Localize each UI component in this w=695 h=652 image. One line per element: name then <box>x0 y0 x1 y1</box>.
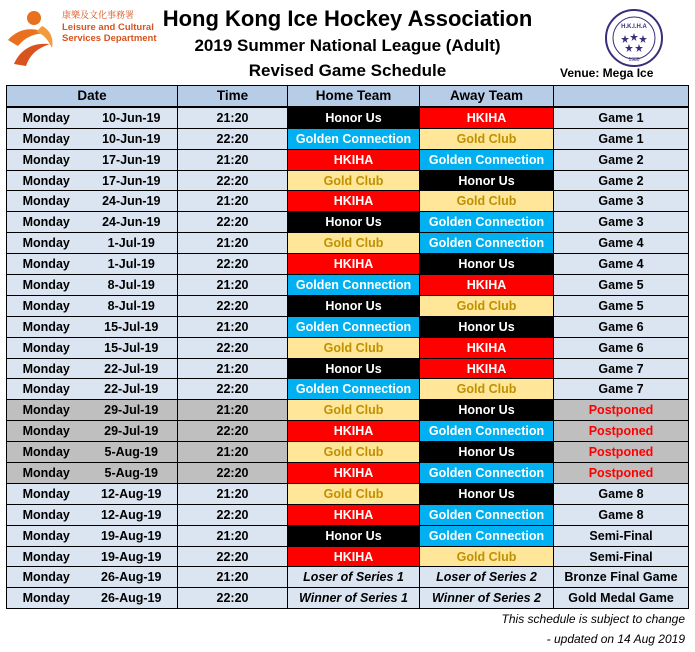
table-row <box>7 233 689 254</box>
home-team-cell: Gold Club <box>288 337 420 358</box>
table-row <box>7 170 689 191</box>
home-team-cell: HKIHA <box>288 463 420 484</box>
time-cell: 22:20 <box>178 295 288 316</box>
table-row <box>7 191 689 212</box>
away-team-cell: Loser of Series 2 <box>420 567 554 588</box>
date-cell: 15-Jul-19 <box>86 337 178 358</box>
page-title: Hong Kong Ice Hockey Association <box>162 6 533 31</box>
table-row <box>7 254 689 275</box>
time-cell: 21:20 <box>178 233 288 254</box>
away-team-cell: Gold Club <box>420 191 554 212</box>
date-cell: 10-Jun-19 <box>86 107 178 128</box>
time-cell: 22:20 <box>178 463 288 484</box>
game-cell: Gold Medal Game <box>554 588 689 609</box>
day-cell: Monday <box>7 275 86 296</box>
day-cell: Monday <box>7 442 86 463</box>
header-date: Date <box>7 86 178 107</box>
game-cell: Game 6 <box>554 316 689 337</box>
away-team-cell: Winner of Series 2 <box>420 588 554 609</box>
day-cell: Monday <box>7 588 86 609</box>
game-cell: Game 7 <box>554 379 689 400</box>
game-cell: Postponed <box>554 463 689 484</box>
game-cell: Bronze Final Game <box>554 567 689 588</box>
game-cell: Game 5 <box>554 295 689 316</box>
day-cell: Monday <box>7 254 86 275</box>
away-team-cell: Honor Us <box>420 254 554 275</box>
away-team-cell: HKIHA <box>420 337 554 358</box>
table-row <box>7 463 689 484</box>
table-row <box>7 212 689 233</box>
game-cell: Game 8 <box>554 483 689 504</box>
table-row <box>7 442 689 463</box>
time-cell: 22:20 <box>178 546 288 567</box>
away-team-cell: Honor Us <box>420 170 554 191</box>
day-cell: Monday <box>7 233 86 254</box>
date-cell: 29-Jul-19 <box>86 400 178 421</box>
game-cell: Game 5 <box>554 275 689 296</box>
away-team-cell: Golden Connection <box>420 463 554 484</box>
date-cell: 19-Aug-19 <box>86 525 178 546</box>
table-row <box>7 525 689 546</box>
game-cell: Game 8 <box>554 504 689 525</box>
game-cell: Postponed <box>554 442 689 463</box>
table-row <box>7 107 689 128</box>
time-cell: 21:20 <box>178 525 288 546</box>
date-cell: 26-Aug-19 <box>86 588 178 609</box>
away-team-cell: Gold Club <box>420 128 554 149</box>
day-cell: Monday <box>7 546 86 567</box>
table-row <box>7 483 689 504</box>
table-row <box>7 588 689 609</box>
game-cell: Semi-Final <box>554 546 689 567</box>
time-cell: 21:20 <box>178 483 288 504</box>
time-cell: 22:20 <box>178 128 288 149</box>
home-team-cell: HKIHA <box>288 191 420 212</box>
home-team-cell: Honor Us <box>288 358 420 379</box>
time-cell: 21:20 <box>178 275 288 296</box>
time-cell: 22:20 <box>178 421 288 442</box>
game-cell: Game 1 <box>554 107 689 128</box>
table-row <box>7 316 689 337</box>
hkiha-logo-text: H.K.I.H.A <box>621 24 647 30</box>
date-cell: 15-Jul-19 <box>86 316 178 337</box>
game-cell: Game 4 <box>554 233 689 254</box>
home-team-cell: Gold Club <box>288 442 420 463</box>
day-cell: Monday <box>7 107 86 128</box>
time-cell: 21:20 <box>178 442 288 463</box>
home-team-cell: Loser of Series 1 <box>288 567 420 588</box>
home-team-cell: HKIHA <box>288 546 420 567</box>
home-team-cell: Gold Club <box>288 400 420 421</box>
date-cell: 12-Aug-19 <box>86 483 178 504</box>
hkiha-logo <box>604 8 664 68</box>
day-cell: Monday <box>7 379 86 400</box>
updated-note: - updated on 14 Aug 2019 <box>546 632 685 646</box>
table-row <box>7 128 689 149</box>
date-cell: 8-Jul-19 <box>86 275 178 296</box>
time-cell: 21:20 <box>178 191 288 212</box>
hkiha-emblem-icon <box>604 8 664 68</box>
away-team-cell: HKIHA <box>420 107 554 128</box>
date-cell: 24-Jun-19 <box>86 191 178 212</box>
table-row <box>7 149 689 170</box>
time-cell: 22:20 <box>178 588 288 609</box>
date-cell: 26-Aug-19 <box>86 567 178 588</box>
header-home-team: Home Team <box>288 86 420 107</box>
home-team-cell: Gold Club <box>288 170 420 191</box>
table-row <box>7 567 689 588</box>
home-team-cell: HKIHA <box>288 421 420 442</box>
day-cell: Monday <box>7 400 86 421</box>
table-row <box>7 421 689 442</box>
schedule-table <box>6 85 689 609</box>
date-cell: 24-Jun-19 <box>86 212 178 233</box>
day-cell: Monday <box>7 525 86 546</box>
game-cell: Postponed <box>554 400 689 421</box>
home-team-cell: Golden Connection <box>288 316 420 337</box>
home-team-cell: Honor Us <box>288 525 420 546</box>
game-cell: Game 4 <box>554 254 689 275</box>
table-row <box>7 546 689 567</box>
time-cell: 21:20 <box>178 316 288 337</box>
lcsd-name-line1: Leisure and Cultural <box>62 22 154 33</box>
home-team-cell: Golden Connection <box>288 379 420 400</box>
date-cell: 17-Jun-19 <box>86 170 178 191</box>
day-cell: Monday <box>7 421 86 442</box>
day-cell: Monday <box>7 170 86 191</box>
date-cell: 22-Jul-19 <box>86 379 178 400</box>
time-cell: 22:20 <box>178 504 288 525</box>
day-cell: Monday <box>7 337 86 358</box>
lcsd-chinese-name: 康樂及文化事務署 <box>62 10 135 20</box>
home-team-cell: Honor Us <box>288 107 420 128</box>
time-cell: 22:20 <box>178 170 288 191</box>
away-team-cell: Golden Connection <box>420 525 554 546</box>
game-cell: Game 3 <box>554 212 689 233</box>
home-team-cell: HKIHA <box>288 149 420 170</box>
schedule-title: Revised Game Schedule <box>248 61 447 80</box>
date-cell: 10-Jun-19 <box>86 128 178 149</box>
lcsd-name-line2: Services Department <box>62 33 157 44</box>
table-row <box>7 400 689 421</box>
day-cell: Monday <box>7 483 86 504</box>
time-cell: 21:20 <box>178 400 288 421</box>
table-row <box>7 337 689 358</box>
day-cell: Monday <box>7 149 86 170</box>
day-cell: Monday <box>7 128 86 149</box>
table-row <box>7 358 689 379</box>
home-team-cell: Honor Us <box>288 212 420 233</box>
time-cell: 21:20 <box>178 567 288 588</box>
time-cell: 22:20 <box>178 337 288 358</box>
date-cell: 29-Jul-19 <box>86 421 178 442</box>
time-cell: 22:20 <box>178 254 288 275</box>
game-cell: Game 2 <box>554 149 689 170</box>
away-team-cell: Golden Connection <box>420 504 554 525</box>
day-cell: Monday <box>7 358 86 379</box>
date-cell: 17-Jun-19 <box>86 149 178 170</box>
date-cell: 5-Aug-19 <box>86 442 178 463</box>
header-time: Time <box>178 86 288 107</box>
day-cell: Monday <box>7 567 86 588</box>
hkiha-logo-year: 1980 <box>628 57 640 63</box>
page-subtitle: 2019 Summer National League (Adult) <box>194 36 501 55</box>
date-cell: 8-Jul-19 <box>86 295 178 316</box>
time-cell: 22:20 <box>178 379 288 400</box>
time-cell: 22:20 <box>178 212 288 233</box>
game-cell: Game 3 <box>554 191 689 212</box>
day-cell: Monday <box>7 212 86 233</box>
day-cell: Monday <box>7 191 86 212</box>
date-cell: 1-Jul-19 <box>86 254 178 275</box>
table-row <box>7 504 689 525</box>
table-row <box>7 295 689 316</box>
date-cell: 1-Jul-19 <box>86 233 178 254</box>
table-header-row <box>7 86 689 107</box>
date-cell: 5-Aug-19 <box>86 463 178 484</box>
home-team-cell: Gold Club <box>288 483 420 504</box>
away-team-cell: Golden Connection <box>420 149 554 170</box>
game-cell: Semi-Final <box>554 525 689 546</box>
schedule-change-note: This schedule is subject to change <box>501 612 685 626</box>
away-team-cell: Honor Us <box>420 483 554 504</box>
time-cell: 21:20 <box>178 149 288 170</box>
header-away-team: Away Team <box>420 86 554 107</box>
time-cell: 21:20 <box>178 358 288 379</box>
away-team-cell: Honor Us <box>420 400 554 421</box>
away-team-cell: Honor Us <box>420 316 554 337</box>
day-cell: Monday <box>7 463 86 484</box>
away-team-cell: Honor Us <box>420 442 554 463</box>
venue-label: Venue: Mega Ice <box>560 66 654 80</box>
date-cell: 19-Aug-19 <box>86 546 178 567</box>
home-team-cell: HKIHA <box>288 504 420 525</box>
home-team-cell: HKIHA <box>288 254 420 275</box>
date-cell: 12-Aug-19 <box>86 504 178 525</box>
home-team-cell: Golden Connection <box>288 128 420 149</box>
away-team-cell: Golden Connection <box>420 233 554 254</box>
away-team-cell: Gold Club <box>420 546 554 567</box>
home-team-cell: Gold Club <box>288 233 420 254</box>
game-cell: Game 6 <box>554 337 689 358</box>
schedule-body <box>7 107 689 609</box>
day-cell: Monday <box>7 316 86 337</box>
date-cell: 22-Jul-19 <box>86 358 178 379</box>
day-cell: Monday <box>7 504 86 525</box>
day-cell: Monday <box>7 295 86 316</box>
home-team-cell: Winner of Series 1 <box>288 588 420 609</box>
away-team-cell: Golden Connection <box>420 421 554 442</box>
header-game <box>554 86 689 107</box>
game-cell: Game 7 <box>554 358 689 379</box>
away-team-cell: Golden Connection <box>420 212 554 233</box>
away-team-cell: Gold Club <box>420 295 554 316</box>
away-team-cell: HKIHA <box>420 275 554 296</box>
time-cell: 21:20 <box>178 107 288 128</box>
away-team-cell: HKIHA <box>420 358 554 379</box>
table-row <box>7 275 689 296</box>
home-team-cell: Golden Connection <box>288 275 420 296</box>
game-cell: Postponed <box>554 421 689 442</box>
game-cell: Game 1 <box>554 128 689 149</box>
home-team-cell: Honor Us <box>288 295 420 316</box>
away-team-cell: Gold Club <box>420 379 554 400</box>
game-cell: Game 2 <box>554 170 689 191</box>
table-row <box>7 379 689 400</box>
